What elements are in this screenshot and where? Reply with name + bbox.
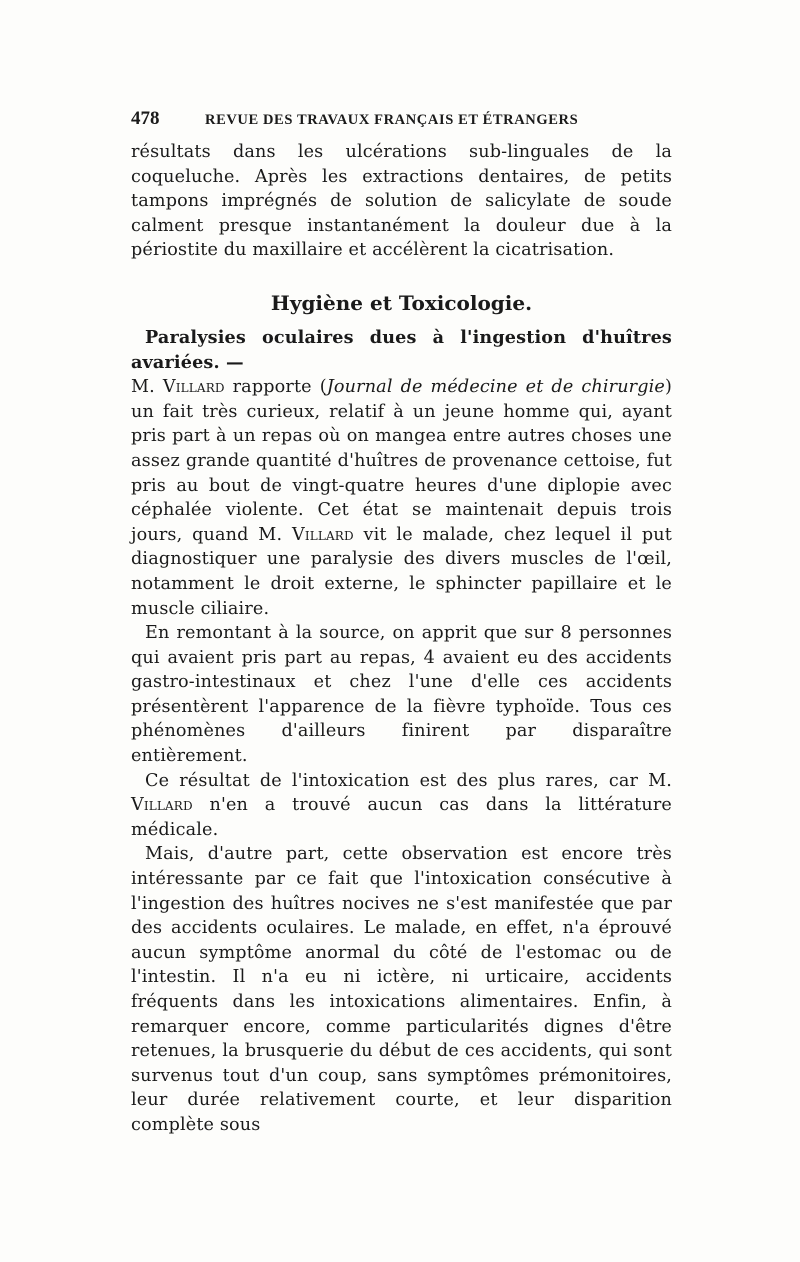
article-paragraph-4: Mais, d'autre part, cette observation est encore très intéressante par ce fait que l'intoxication consécutive à l'ingestion des huîtres nocives ne s'est manifestée que par des accidents oculaires. Le malade, en effet, n'a éprouvé aucun symptôme anormal du côté de l'estomac ou de l'intestin. Il n'a eu ni ictère, ni urticaire, accidents fréquents dans les intoxications alimentaires. Enfin, à remarquer encore, comme particularités dignes d'être retenues, la brusquerie du début de ces accidents, qui sont survenus tout d'un coup, sans symptômes prémonitoires, leur durée relativement courte, et leur disparition complète sous <box>131 844 672 1135</box>
running-title: REVUE DES TRAVAUX FRANÇAIS ET ÉTRANGERS <box>205 112 579 128</box>
author-name-2: Villard <box>292 524 354 545</box>
page-number: 478 <box>131 108 160 129</box>
article-paragraph-2: En remontant à la source, on apprit que sur 8 personnes qui avaient pris part au repas, 4 avaient eu des accidents gastro-intestinaux et chez l'une d'elle ces accidents présentèrent l'apparence de la fièvre typhoïde. Tous ces phénomènes d'ailleurs finirent par disparaître entièrement. <box>131 623 672 767</box>
intro-paragraph: résultats dans les ulcérations sub-linguales de la coqueluche. Après les extractions dentaires, de petits tampons imprégnés de solution de salicylate de soude calment presque instantanément la douleur due à la périostite du maxillaire et accélèrent la cicatrisation. <box>131 142 672 261</box>
paragraph-3-end: n'en a trouvé aucun cas dans la littérature médicale. <box>131 795 672 840</box>
paragraph-1-body: ) un fait très curieux, relatif à un jeune homme qui, ayant pris part à un repas où on mangea entre autres choses une assez grande quantité d'huîtres de provenance cettoise, fut pris au bout de vingt-quatre heures d'une diplopie avec céphalée violente. Cet état se maintenait depuis trois jours, quand M. <box>131 377 673 545</box>
article-paragraph-3 <box>131 769 672 843</box>
reports-text: rapporte ( <box>224 377 327 398</box>
author-name-3: Villard <box>131 795 193 816</box>
section-title: Hygiène et Toxicologie. <box>270 290 533 315</box>
author-name: Villard <box>162 377 225 398</box>
author-prefix: M. <box>131 377 163 398</box>
paragraph-1-end: vit le malade, chez lequel il put diagnostiquer une paralysie des divers muscles de l'œil, notamment le droit externe, le sphincter papillaire et le muscle ciliaire. <box>131 524 672 619</box>
journal-title: Journal de médecine et de chirurgie <box>326 377 665 398</box>
running-header <box>131 108 672 130</box>
book-page <box>131 108 672 1138</box>
paragraph-3-start: Ce résultat de l'intoxication est des plus rares, car M. <box>145 770 672 791</box>
article-paragraph-1 <box>131 326 672 621</box>
article-title: Paralysies oculaires dues à l'ingestion d'huîtres avariées. — <box>131 326 672 373</box>
